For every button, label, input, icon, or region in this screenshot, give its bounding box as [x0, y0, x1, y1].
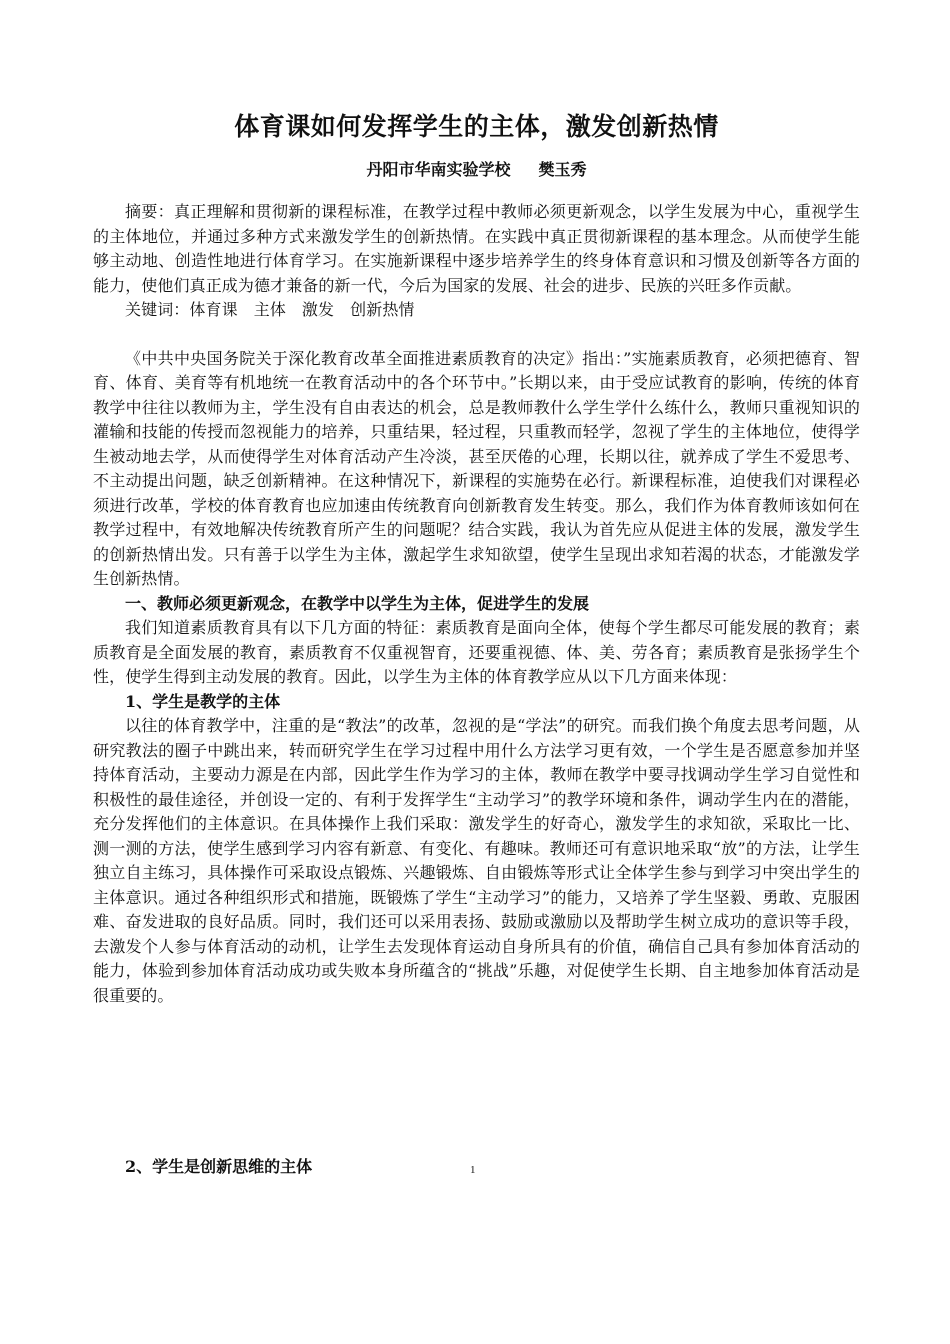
section-1-paragraph: 我们知道素质教育具有以下几方面的特征：素质教育是面向全体，使每个学生都尽可能发展的教育；素质教育是全面发展的教育，素质教育不仅重视智育，还要重视德、体、美、劳各育；素质教育是张扬学生个性，使学生得到主动发展的教育。因此，以学生为主体的体育教学应从以下几方面来体现：	[93, 618, 860, 686]
page-number: 1	[470, 1164, 476, 1176]
author-name: 樊玉秀	[538, 160, 587, 179]
subsection-1-paragraph: 以往的体育教学中，注重的是“教法”的改革，忽视的是“学法”的研究。而我们换个角度去思考问题，从研究教法的圈子中跳出来，转而研究学生在学习过程中用什么方法学习更有效，一个学生是否愿意参加并坚持体育活动，主要动力源是在内部，因此学生作为学习的主体，教师在教学中要寻找调动学生学习自觉性和积极性的最佳途径，并创设一定的、有利于发挥学生“主动学习”的教学环境和条件，调动学生内在的潜能，充分发挥他们的主体意识。在具体操作上我们采取：激发学生的好奇心，激发学生的求知欲，采取比一比、测一测的方法，使学生感到学习内容有新意、有变化、有趣味。教师还可有意识地采取“放”的方法，让学生独立自主练习，具体操作可采取设点锻炼、兴趣锻炼、自由锻炼等形式让全体学生参与到学习中突出学生的主体意识。通过各种组织形式和措施，既锻炼了学生“主动学习”的能力，又培养了学生坚毅、勇敢、克服困难、奋发进取的良好品质。同时，我们还可以采用表扬、鼓励或激励以及帮助学生树立成功的意识等手段，去激发个人参与体育活动的动机，让学生去发现体育运动自身所具有的价值，确信自己具有参加体育活动的能力，体验到参加体育活动成功或失败本身所蕴含的“挑战”乐趣，对促使学生长期、自主地参加体育活动是很重要的。	[93, 716, 860, 1005]
author-school: 丹阳市华南实验学校	[366, 160, 511, 179]
author-line	[93, 158, 860, 182]
subsection-2-heading: 2、学生是创新思维的主体	[125, 1157, 313, 1176]
document-title: 体育课如何发挥学生的主体，激发创新热情	[234, 112, 719, 141]
keyword-item: 主体	[253, 300, 286, 319]
abstract-paragraph: 摘要：真正理解和贯彻新的课程标准，在教学过程中教师必须更新观念，以学生发展为中心，重视学生的主体地位，并通过多种方式来激发学生的创新热情。在实践中真正贯彻新课程的基本理念。从而使学生能够主动地、创造性地进行体育学习。在实施新课程中逐步培养学生的终身体育意识和习惯及创新等各方面的能力，使他们真正成为德才兼备的新一代，今后为国家的发展、社会的进步、民族的兴旺多作贡献。	[93, 202, 860, 295]
keyword-item: 创新热情	[350, 300, 415, 319]
page-footer-area	[93, 1155, 860, 1179]
keywords-line	[93, 298, 860, 323]
intro-paragraph: 《中共中央国务院关于深化教育改革全面推进素质教育的决定》指出：”实施素质教育，必须把德育、智育、体育、美育等有机地统一在教育活动中的各个环节中。”长期以来，由于受应试教育的影响，传统的体育教学中往往以教师为主，学生没有自由表达的机会，总是教师教什么学生学什么练什么，教师只重视知识的灌输和技能的传授而忽视能力的培养，只重结果，轻过程，只重教而轻学，忽视了学生的主体地位，使得学生被动地去学，从而使得学生对体育活动产生冷淡，甚至厌倦的心理，长期以往，就养成了学生不爱思考、不主动提出问题，缺乏创新精神。在这种情况下，新课程的实施势在必行。新课程标准，迫使我们对课程必须进行改革，学校的体育教育也应加速由传统教育向创新教育发生转变。那么，我们作为体育教师该如何在教学过程中，有效地解决传统教育所产生的问题呢？结合实践，我认为首先应从促进主体的发展，激发学生的创新热情出发。只有善于以学生为主体，激起学生求知欲望，使学生呈现出求知若渴的状态，才能激发学生创新热情。	[93, 348, 860, 588]
keywords-label: 关键词：	[125, 300, 190, 319]
subsection-1-heading: 1、学生是教学的主体	[125, 691, 281, 711]
keyword-item: 体育课	[189, 300, 238, 319]
keyword-item: 激发	[301, 300, 335, 319]
blank-line	[93, 323, 860, 347]
section-1-heading: 一、教师必须更新观念，在教学中以学生为主体，促进学生的发展	[125, 593, 590, 613]
document-page	[93, 100, 860, 1008]
